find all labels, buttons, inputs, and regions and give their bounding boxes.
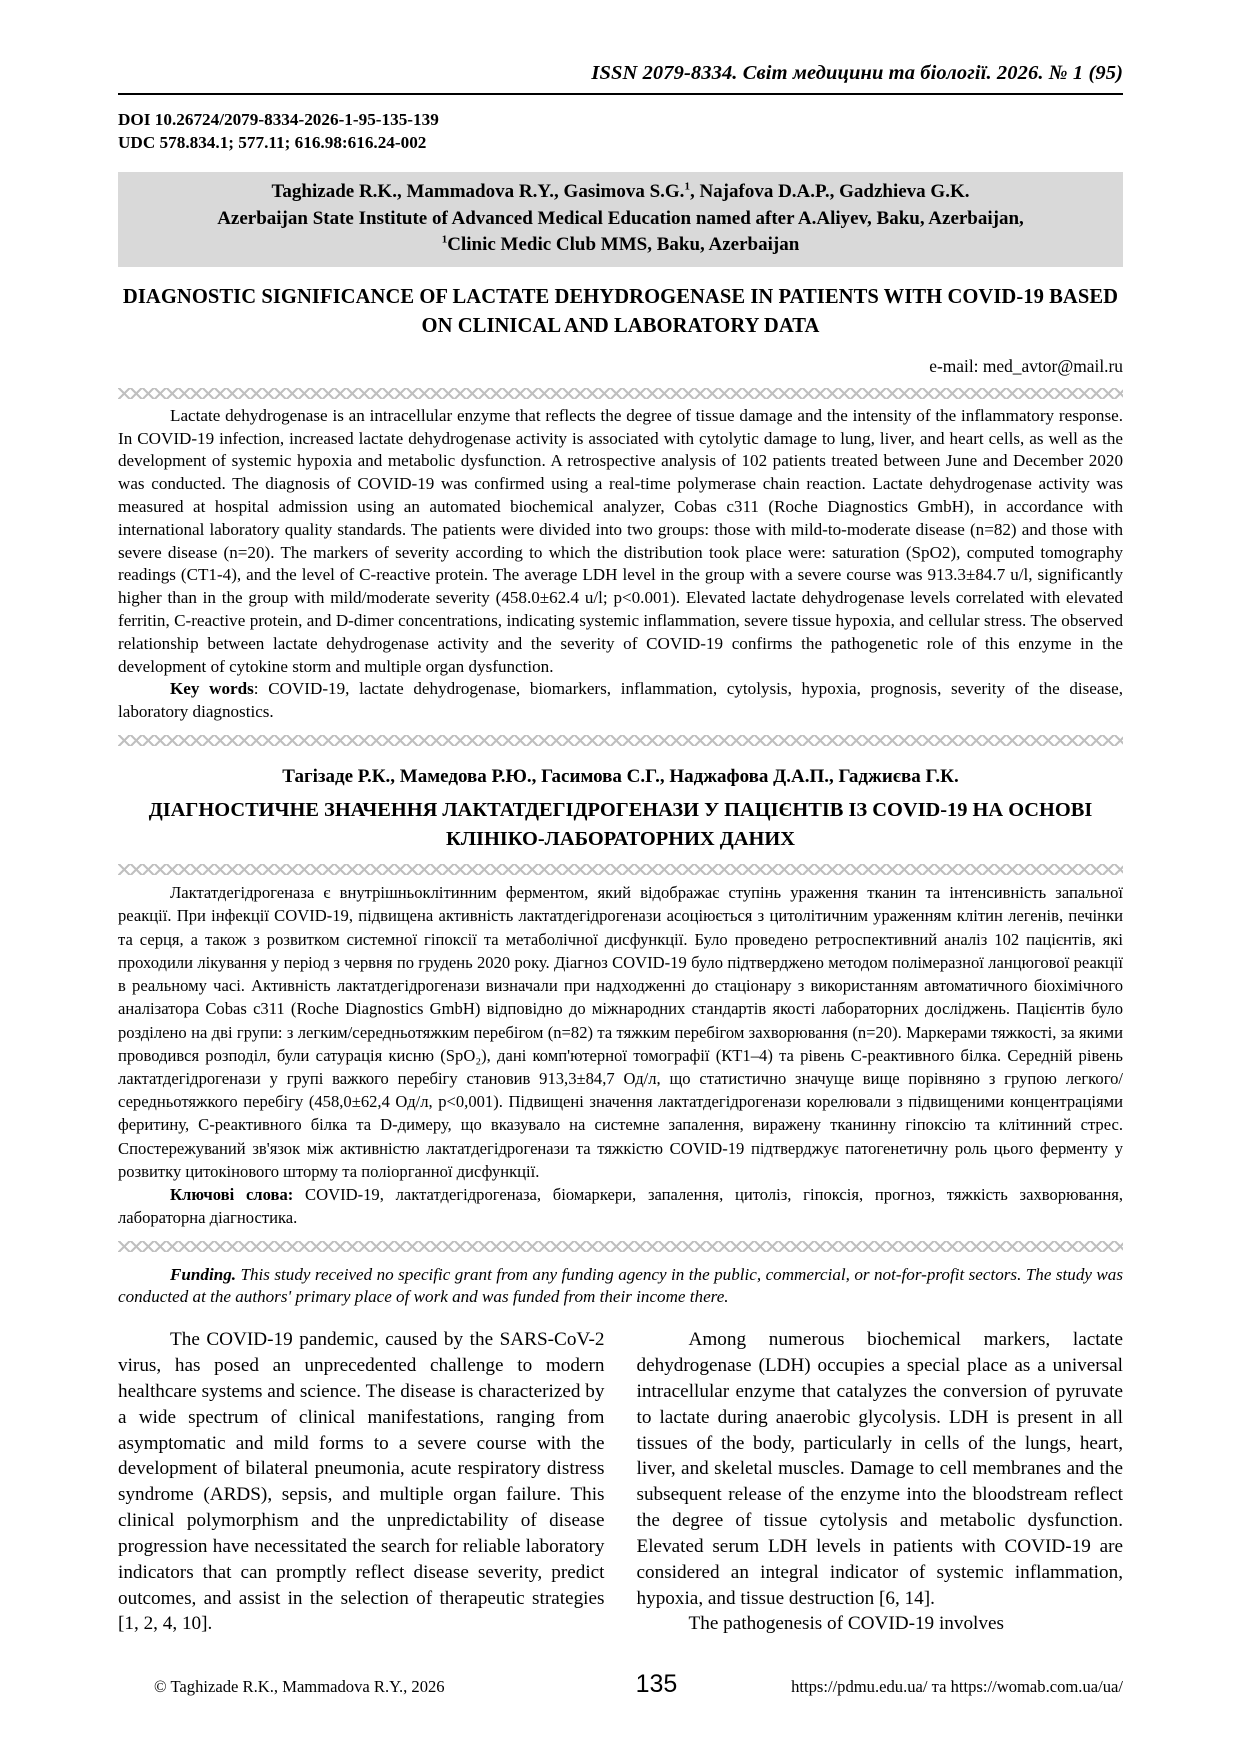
identifier-block	[118, 109, 1123, 154]
running-head: ISSN 2079-8334. Світ медицини та біології. 2026. № 1 (95)	[591, 62, 1123, 84]
keywords-en	[118, 678, 1123, 724]
authors-en-names-tail: , Najafova D.A.P., Gadzhieva G.K.	[689, 181, 970, 203]
authors-en-line	[128, 179, 1113, 205]
body-paragraph-ldh: Among numerous biochemical markers, lactate dehydrogenase (LDH) occupies a special place as a universal intracellular enzyme that catalyzes the conversion of pyruvate to lactate during anaerobic glycolysis. LDH is present in all tissues of the body, particularly in cells of the lungs, heart, liver, and skeletal muscles. Damage to cell membranes and the subsequent release of the enzyme into the bloodstream reflect the degree of tissue cytolysis and metabolic dysfunction. Elevated serum LDH levels in patients with COVID-19 are considered an integral indicator of systemic inflammation, hypoxia, and tissue destruction [6, 14].	[636, 1329, 1123, 1609]
body-columns	[118, 1327, 1123, 1637]
article-title-ua: ДІАГНОСТИЧНЕ ЗНАЧЕННЯ ЛАКТАТДЕГІДРОГЕНАЗИ У ПАЦІЄНТІВ ІЗ COVID-19 НА ОСНОВІ КЛІНІКО-ЛАБОРАТОРНИХ ДАНИХ	[148, 799, 1093, 850]
footer-links: https://pdmu.edu.ua/ та https://womab.com.ua/ua/	[791, 1677, 1123, 1696]
body-column-right	[637, 1327, 1124, 1637]
contact-email: e-mail: med_avtor@mail.ru	[929, 355, 1123, 376]
wave-separator-ua-top	[118, 864, 1123, 875]
affiliation-secondary-text: Clinic Medic Club MMS, Baku, Azerbaijan	[447, 233, 800, 255]
affiliation-secondary-marker: 1	[441, 233, 448, 246]
header-rule	[118, 93, 1123, 95]
wave-separator-bottom	[118, 1241, 1123, 1252]
article-title-en: DIAGNOSTIC SIGNIFICANCE OF LACTATE DEHYDROGENASE IN PATIENTS WITH COVID-19 BASED ON CLINICAL AND LABORATORY DATA	[122, 286, 1119, 337]
body-paragraph-intro: The COVID-19 pandemic, caused by the SARS-CoV-2 virus, has posed an unprecedented challenge to modern healthcare systems and science. The disease is characterized by a wide spectrum of clinical manifestations, ranging from asymptomatic and mild forms to a severe course with the development of bilateral pneumonia, acute respiratory distress syndrome (ARDS), sepsis, and multiple organ failure. This clinical polymorphism and the unpredictability of disease progression have necessitated the search for reliable laboratory indicators that can promptly reflect disease severity, predict outcomes, and assist in the selection of therapeutic strategies [1, 2, 4, 10].	[118, 1329, 605, 1635]
udc-line: UDC 578.834.1; 577.11; 616.98:616.24-002	[118, 132, 427, 152]
funding-text: This study received no specific grant from any funding agency in the public, commercial, or not-for-profit sectors. The study was conducted at the authors' primary place of work and was funded from their income there.	[118, 1264, 1123, 1307]
funding-statement	[118, 1264, 1123, 1310]
page-footer	[118, 1670, 1123, 1699]
footer-page-number: 135	[635, 1670, 678, 1698]
authors-ua: Тагізаде Р.К., Мамедова Р.Ю., Гасимова С.Г., Наджафова Д.А.П., Гаджиєва Г.К.	[282, 766, 959, 788]
body-column-left	[118, 1327, 605, 1637]
authors-en-names: Taghizade R.K., Mammadova R.Y., Gasimova S.G.	[271, 181, 685, 203]
affiliation-secondary	[128, 232, 1113, 258]
footer-copyright: © Taghizade R.K., Mammadova R.Y., 2026	[154, 1677, 445, 1696]
body-paragraph-pathogenesis: The pathogenesis of COVID-19 involves	[688, 1613, 1004, 1635]
funding-label: Funding.	[170, 1264, 237, 1284]
abstract-en: Lactate dehydrogenase is an intracellular enzyme that reflects the degree of tissue damage and the intensity of the inflammatory response. In COVID-19 infection, increased lactate dehydrogenase activity is associated with cytolytic damage to lung, liver, and heart cells, as well as the development of systemic hypoxia and metabolic dysfunction. A retrospective analysis of 102 patients treated between June and December 2020 was conducted. The diagnosis of COVID-19 was confirmed using a real-time polymerase chain reaction. Lactate dehydrogenase activity was measured at hospital admission using an automated biochemical analyzer, Cobas c311 (Roche Diagnostics GmbH), in accordance with international laboratory quality standards. The patients were divided into two groups: those with mild-to-moderate disease (n=82) and those with severe disease (n=20). The markers of severity according to which the distribution took place were: saturation (SpO2), computed tomography readings (CT1-4), and the level of C-reactive protein. The average LDH level in the group with a severe course was 913.3±84.7 u/l, significantly higher than in the group with mild/moderate severity (458.0±62.4 u/l; p<0.001). Elevated lactate dehydrogenase levels correlated with elevated ferritin, C-reactive protein, and D-dimer concentrations, indicating systemic inflammation, severe tissue hypoxia, and cellular stress. The observed relationship between lactate dehydrogenase activity and the severity of COVID-19 confirms the pathogenetic role of this enzyme in the development of cytokine storm and multiple organ dysfunction.	[118, 405, 1123, 676]
keywords-ua-label: Ключові слова:	[170, 1185, 294, 1205]
keywords-ua	[118, 1183, 1123, 1229]
keywords-en-text: : COVID-19, lactate dehydrogenase, biomarkers, inflammation, cytolysis, hypoxia, prognosis, severity of the disease, laboratory diagnostics.	[118, 679, 1123, 722]
author-affiliation-marker: 1	[684, 181, 690, 194]
keywords-ua-text: COVID-19, лактатдегідрогеназа, біомаркери, запалення, цитоліз, гіпоксія, прогноз, тяжкість захворювання, лабораторна діагностика.	[118, 1185, 1123, 1228]
doi-line: DOI 10.26724/2079-8334-2026-1-95-135-139	[118, 110, 439, 129]
wave-separator-top	[118, 388, 1123, 399]
author-affiliation-band	[118, 172, 1123, 267]
keywords-en-label: Key words	[170, 679, 254, 699]
affiliation-primary: Azerbaijan State Institute of Advanced Medical Education named after A.Aliyev, Baku, Azerbaijan,	[217, 207, 1024, 229]
abstract-ua: Лактатдегідрогеназа є внутрішньоклітинним ферментом, який відображає ступінь ураження тканин та інтенсивність запальної реакції. При інфекції COVID-19, підвищена активність лактатдегідрогенази асоціюється з цитолітичним ураженням клітин легенів, печінки та серця, а також з розвитком системної гіпоксії та метаболічної дисфункції. Було проведено ретроспективний аналіз 102 пацієнтів, які проходили лікування у період з червня по грудень 2020 року. Діагноз COVID-19 було підтверджено методом полімеразної ланцюгової реакції в реальному часі. Активність лактатдегідрогенази визначали при надходженні до стаціонару з використанням автоматичного біохімічного аналізатора Cobas c311 (Roche Diagnostics GmbH) відповідно до міжнародних стандартів якості лабораторних досліджень. Пацієнтів було розділено на дві групи: з легким/середньотяжким перебігом (n=82) та тяжким перебігом захворювання (n=20). Маркерами тяжкості, за якими проводився розподіл, були сатурація кисню (SpO₂), дані комп'ютерної томографії (КТ1–4) та рівень С-реактивного білка. Середній рівень лактатдегідрогенази у групі важкого перебігу становив 913,3±84,7 Од/л, що статистично значуще вище порівняно з групою легкого/середньотяжкого перебігу (458,0±62,4 Од/л, p<0,001). Підвищені значення лактатдегідрогенази корелювали з підвищеними концентраціями феритину, С-реактивного білка та D-димеру, що вказувало на системне запалення, виражену тканинну гіпоксію та клітинний стрес. Спостережуваний зв'язок між активністю лактатдегідрогенази та тяжкістю COVID-19 підтверджує патогенетичну роль цього ферменту у розвитку цитокінового шторму та поліорганної дисфункції.	[118, 883, 1123, 1181]
wave-separator-mid	[118, 735, 1123, 746]
